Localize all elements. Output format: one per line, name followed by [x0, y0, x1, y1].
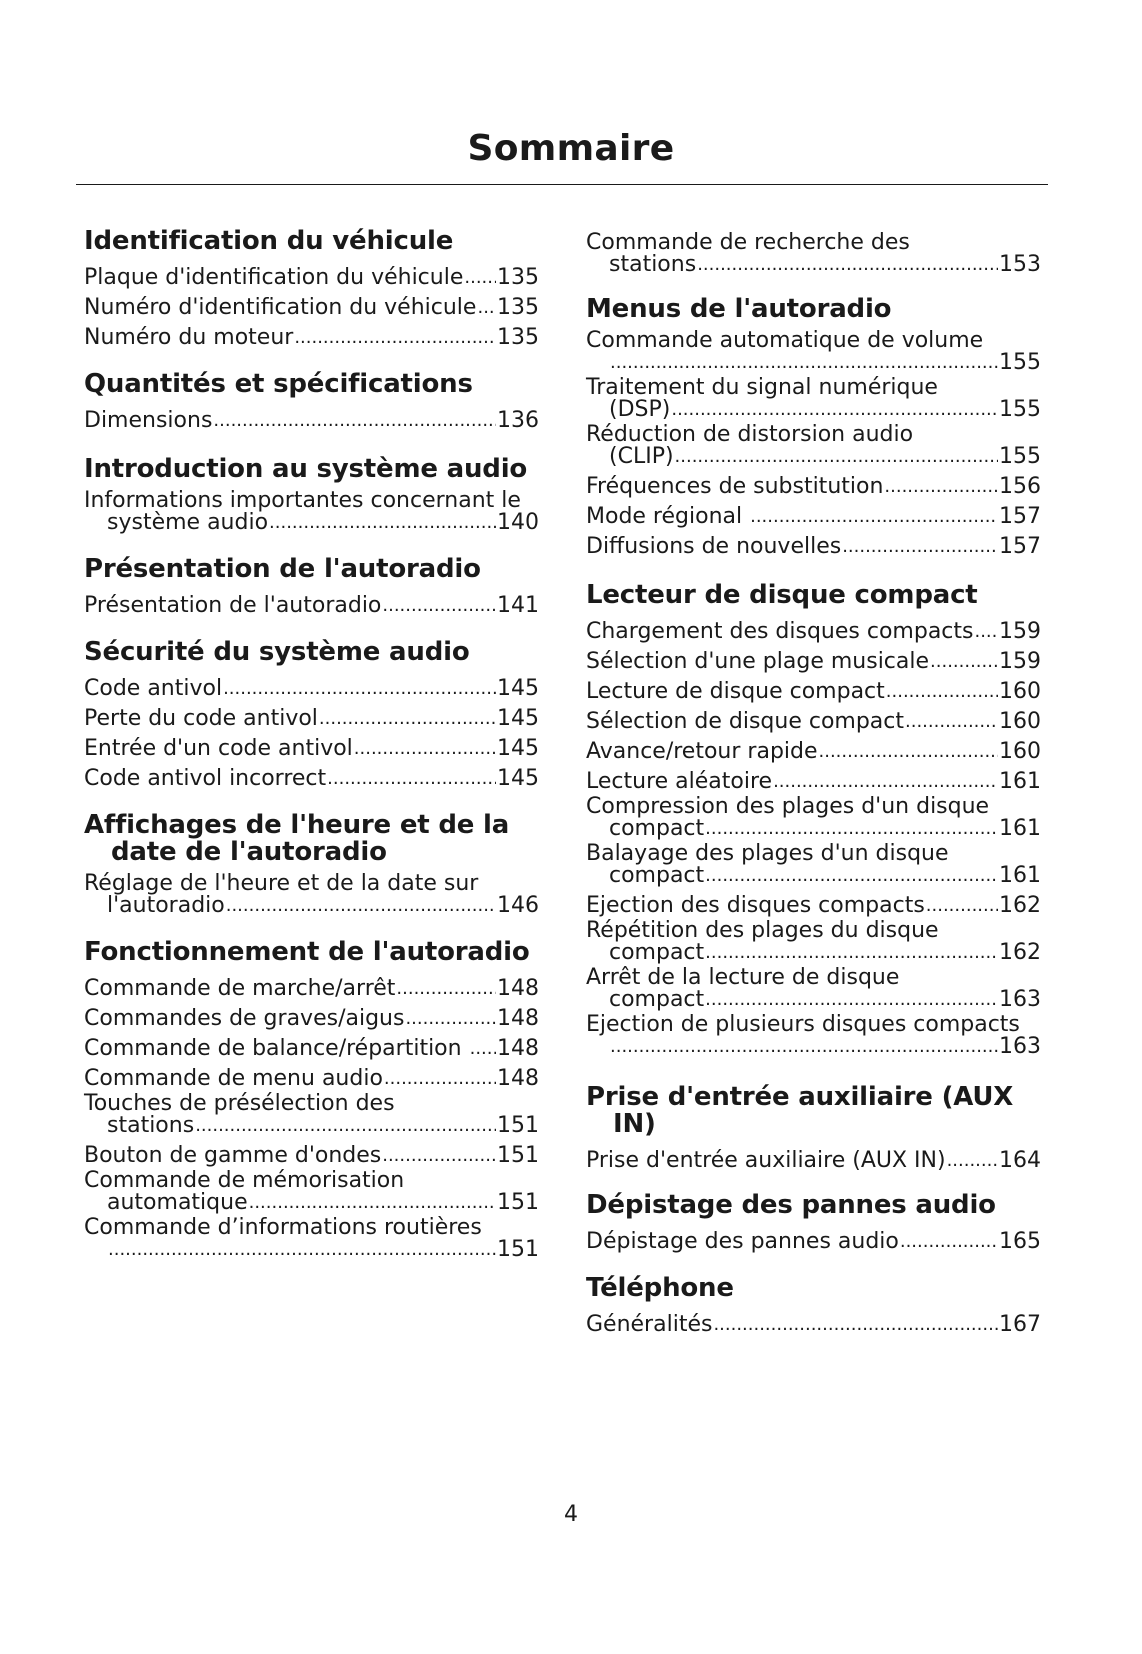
dot-leader	[884, 476, 998, 498]
toc-page-number: 145	[497, 706, 539, 731]
title-divider	[76, 184, 1048, 185]
toc-page-number: 136	[497, 408, 539, 433]
toc-section	[84, 556, 539, 617]
dot-leader	[382, 1145, 496, 1167]
section-heading: Lecteur de disque compact	[586, 580, 978, 610]
dot-leader	[249, 1192, 496, 1214]
toc-page-number: 164	[999, 1148, 1041, 1173]
toc-page-number: 163	[999, 1034, 1041, 1059]
toc-entry-continuation	[586, 352, 1041, 374]
toc-entry-title: Code antivol incorrect	[84, 766, 327, 791]
toc-entry-continuation	[586, 254, 1041, 276]
toc-entry-title: Avance/retour rapide	[586, 739, 818, 764]
section-heading: Introduction au système audio	[84, 454, 528, 484]
toc-entry-title: Dimensions	[84, 408, 213, 433]
toc-entry[interactable]	[84, 1000, 539, 1030]
dot-leader	[195, 1115, 496, 1137]
toc-entry-title: Balayage des plages d'un disque	[586, 841, 949, 866]
toc-entry-title: Perte du code antivol	[84, 706, 318, 731]
toc-page-number: 159	[999, 649, 1041, 674]
dot-leader	[926, 895, 998, 917]
toc-page-number: 153	[999, 252, 1041, 277]
toc-entry[interactable]	[84, 402, 539, 432]
toc-entry-continuation	[586, 989, 1041, 1011]
toc-entry[interactable]	[84, 587, 539, 617]
dot-leader	[900, 1231, 998, 1253]
toc-entry-title: Plaque d'identification du véhicule	[84, 265, 464, 290]
toc-entry[interactable]	[586, 421, 1041, 468]
dot-leader	[223, 678, 496, 700]
toc-page-number: 135	[497, 325, 539, 350]
toc-entry-continuation	[84, 1239, 539, 1261]
toc-entry-title: Commandes de graves/aigus	[84, 1006, 405, 1031]
toc-page-number: 167	[999, 1312, 1041, 1337]
toc-entry-title: Dépistage des pannes audio	[586, 1229, 899, 1254]
toc-entry-title: Traitement du signal numérique	[586, 375, 938, 400]
dot-leader	[842, 536, 998, 558]
toc-entry[interactable]	[586, 1306, 1041, 1336]
toc-entry[interactable]	[84, 319, 539, 349]
toc-entry[interactable]	[84, 1060, 539, 1090]
toc-entry[interactable]	[586, 917, 1041, 964]
dot-leader	[405, 1008, 496, 1030]
toc-entry[interactable]	[84, 1214, 539, 1261]
dot-leader	[697, 254, 998, 276]
toc-page-number: 151	[497, 1237, 539, 1262]
toc-entry-title: Arrêt de la lecture de disque	[586, 965, 900, 990]
toc-entry-continuation	[586, 942, 1041, 964]
toc-entry-title: Fréquences de substitution	[586, 474, 884, 499]
toc-section	[84, 812, 539, 917]
toc-entry-title: Répétition des plages du disque	[586, 918, 939, 943]
dot-leader	[675, 446, 998, 468]
toc-entry-title: Commande d’informations routières	[84, 1215, 482, 1240]
toc-entry[interactable]	[84, 1167, 539, 1214]
toc-entry-title-cont: (DSP)	[609, 397, 671, 422]
toc-entry-title: Chargement des disques compacts	[586, 619, 974, 644]
toc-entry-title: Prise d'entrée auxiliaire (AUX IN)	[586, 1148, 946, 1173]
toc-page-number: 157	[999, 534, 1041, 559]
toc-entry-continuation	[586, 865, 1041, 887]
toc-entry[interactable]	[84, 870, 539, 917]
section-heading: Affichages de l'heure et de la date de l'autoradio	[84, 810, 510, 867]
toc-entry-title: Généralités	[586, 1312, 713, 1337]
dot-leader	[705, 818, 998, 840]
toc-entry[interactable]	[586, 793, 1041, 840]
toc-entry[interactable]	[586, 733, 1041, 763]
toc-entry-title: Ejection de plusieurs disques compacts	[586, 1012, 1020, 1037]
toc-entry[interactable]	[586, 374, 1041, 421]
toc-entry[interactable]	[586, 1011, 1041, 1058]
dot-leader	[947, 1150, 998, 1172]
dot-leader	[327, 768, 496, 790]
toc-page-number: 151	[497, 1143, 539, 1168]
toc-entry-title: Réduction de distorsion audio	[586, 422, 914, 447]
toc-entry-title: Commande de balance/répartition	[84, 1036, 469, 1061]
toc-page-number: 140	[497, 510, 539, 535]
page-number: 4	[564, 1502, 578, 1527]
dot-leader	[886, 681, 998, 703]
toc-entry-title: Commande de menu audio	[84, 1066, 383, 1091]
toc-page-number: 160	[999, 679, 1041, 704]
dot-leader	[610, 352, 998, 374]
dot-leader	[930, 651, 998, 673]
toc-entry-title: Lecture aléatoire	[586, 769, 773, 794]
toc-entry-title: Présentation de l'autoradio	[84, 593, 382, 618]
toc-entry[interactable]	[84, 1137, 539, 1167]
toc-entry-title: Informations importantes concernant le	[84, 488, 521, 513]
toc-entry[interactable]	[586, 468, 1041, 498]
toc-entry[interactable]	[586, 528, 1041, 558]
dot-leader	[671, 399, 998, 421]
toc-page-number: 163	[999, 987, 1041, 1012]
toc-entry[interactable]	[84, 670, 539, 700]
toc-entry-title: Entrée d'un code antivol	[84, 736, 353, 761]
toc-entry-continuation	[84, 512, 539, 534]
toc-entry[interactable]	[586, 887, 1041, 917]
toc-entry[interactable]	[586, 1223, 1041, 1253]
toc-entry-title: Numéro du moteur	[84, 325, 294, 350]
toc-section	[586, 229, 1041, 276]
toc-entry-title: Sélection d'une plage musicale	[586, 649, 930, 674]
toc-page-number: 161	[999, 863, 1041, 888]
section-heading: Présentation de l'autoradio	[84, 554, 481, 584]
toc-entry-continuation	[586, 1036, 1041, 1058]
section-heading: Sécurité du système audio	[84, 637, 470, 667]
toc-entry-title: Lecture de disque compact	[586, 679, 885, 704]
toc-page-number: 145	[497, 766, 539, 791]
toc-page-number: 135	[497, 265, 539, 290]
toc-section	[84, 371, 539, 432]
toc-entry[interactable]	[586, 703, 1041, 733]
toc-entry-title-cont: compact	[609, 940, 705, 965]
toc-entry-title: Code antivol	[84, 676, 223, 701]
toc-entry-title-cont: compact	[609, 816, 705, 841]
dot-leader	[384, 1068, 496, 1090]
toc-entry-title: Sélection de disque compact	[586, 709, 905, 734]
dot-leader	[705, 942, 998, 964]
toc-entry[interactable]	[586, 840, 1041, 887]
toc-entry-title: Commande de recherche des	[586, 230, 910, 255]
toc-page-number: 162	[999, 893, 1041, 918]
toc-page-number: 141	[497, 593, 539, 618]
toc-entry-continuation	[84, 895, 539, 917]
toc-page-number: 155	[999, 350, 1041, 375]
toc-page-number: 160	[999, 739, 1041, 764]
toc-section	[84, 939, 539, 1261]
toc-entry-continuation	[586, 399, 1041, 421]
toc-section	[586, 1084, 1041, 1172]
section-heading: Quantités et spécifications	[84, 369, 473, 399]
dot-leader	[319, 708, 496, 730]
toc-left-column	[84, 228, 539, 1261]
toc-page-number: 156	[999, 474, 1041, 499]
toc-page-number: 146	[497, 893, 539, 918]
toc-section	[586, 296, 1041, 558]
toc-entry-title-cont: système audio	[107, 510, 269, 535]
toc-entry[interactable]	[586, 643, 1041, 673]
toc-entry-title: Commande de mémorisation	[84, 1168, 405, 1193]
toc-entry-title: Mode régional	[586, 504, 750, 529]
section-heading: Identification du véhicule	[84, 226, 454, 256]
page-title: Sommaire	[467, 128, 675, 169]
toc-page-number: 135	[497, 295, 539, 320]
toc-entry[interactable]	[586, 964, 1041, 1011]
toc-section	[586, 1192, 1041, 1253]
dot-leader	[610, 1036, 998, 1058]
dot-leader	[773, 771, 998, 793]
toc-entry-title: Touches de présélection des	[84, 1091, 395, 1116]
toc-page-number: 155	[999, 397, 1041, 422]
toc-page-number: 145	[497, 736, 539, 761]
toc-page-number: 162	[999, 940, 1041, 965]
toc-entry[interactable]	[84, 700, 539, 730]
section-heading: Prise d'entrée auxiliaire (AUX IN)	[586, 1082, 1014, 1139]
toc-page-number: 161	[999, 816, 1041, 841]
toc-section	[84, 228, 539, 349]
toc-entry-title-cont: l'autoradio	[107, 893, 225, 918]
toc-page-number: 148	[497, 1006, 539, 1031]
dot-leader	[464, 267, 496, 289]
toc-entry[interactable]	[84, 487, 539, 534]
toc-section	[586, 1275, 1041, 1336]
toc-entry[interactable]	[586, 498, 1041, 528]
dot-leader	[705, 865, 998, 887]
dot-leader	[713, 1314, 998, 1336]
toc-entry[interactable]	[586, 763, 1041, 793]
toc-entry[interactable]	[586, 229, 1041, 276]
toc-entry-continuation	[84, 1115, 539, 1137]
dot-leader	[226, 895, 496, 917]
toc-entry-title: Compression des plages d'un disque	[586, 794, 990, 819]
toc-entry-title: Commande automatique de volume	[586, 328, 984, 353]
toc-page-number: 148	[497, 976, 539, 1001]
toc-entry-title: Numéro d'identification du véhicule	[84, 295, 477, 320]
toc-section	[586, 582, 1041, 1058]
toc-entry[interactable]	[84, 1090, 539, 1137]
dot-leader	[382, 595, 496, 617]
toc-entry[interactable]	[586, 613, 1041, 643]
toc-entry-title-cont: (CLIP)	[609, 444, 674, 469]
toc-entry[interactable]	[586, 327, 1041, 374]
toc-section	[84, 456, 539, 534]
dot-leader	[470, 1038, 496, 1060]
toc-entry-title-cont: automatique	[107, 1190, 248, 1215]
toc-page-number: 159	[999, 619, 1041, 644]
section-heading: Fonctionnement de l'autoradio	[84, 937, 530, 967]
toc-page-number: 148	[497, 1036, 539, 1061]
dot-leader	[294, 327, 496, 349]
toc-page-number: 155	[999, 444, 1041, 469]
dot-leader	[396, 978, 496, 1000]
toc-page-number: 161	[999, 769, 1041, 794]
toc-page-number: 165	[999, 1229, 1041, 1254]
toc-entry-title: Commande de marche/arrêt	[84, 976, 396, 1001]
dot-leader	[354, 738, 496, 760]
dot-leader	[213, 410, 496, 432]
toc-entry-title: Ejection des disques compacts	[586, 893, 925, 918]
toc-page-number: 157	[999, 504, 1041, 529]
toc-page-number: 160	[999, 709, 1041, 734]
toc-entry[interactable]	[586, 1142, 1041, 1172]
toc-entry[interactable]	[84, 730, 539, 760]
toc-entry[interactable]	[84, 1030, 539, 1060]
toc-entry[interactable]	[84, 970, 539, 1000]
toc-entry-title-cont: stations	[609, 252, 697, 277]
dot-leader	[974, 621, 998, 643]
section-heading: Dépistage des pannes audio	[586, 1190, 996, 1220]
toc-right-column	[586, 229, 1041, 1336]
dot-leader	[108, 1239, 496, 1261]
dot-leader	[477, 297, 496, 319]
toc-entry-title-cont: stations	[107, 1113, 195, 1138]
dot-leader	[819, 741, 998, 763]
toc-entry-continuation	[586, 446, 1041, 468]
toc-page-number: 145	[497, 676, 539, 701]
dot-leader	[905, 711, 998, 733]
section-heading: Téléphone	[586, 1273, 734, 1303]
toc-entry[interactable]	[84, 259, 539, 289]
toc-entry-title-cont: compact	[609, 987, 705, 1012]
toc-page-number: 151	[497, 1113, 539, 1138]
toc-entry[interactable]	[84, 289, 539, 319]
toc-entry-title: Bouton de gamme d'ondes	[84, 1143, 382, 1168]
toc-section	[84, 639, 539, 790]
toc-entry-title: Diffusions de nouvelles	[586, 534, 842, 559]
toc-entry[interactable]	[84, 760, 539, 790]
toc-entry[interactable]	[586, 673, 1041, 703]
toc-page-number: 148	[497, 1066, 539, 1091]
toc-entry-continuation	[84, 1192, 539, 1214]
toc-entry-continuation	[586, 818, 1041, 840]
toc-entry-title: Réglage de l'heure et de la date sur	[84, 871, 479, 896]
dot-leader	[269, 512, 496, 534]
toc-entry-title-cont: compact	[609, 863, 705, 888]
section-heading: Menus de l'autoradio	[586, 294, 892, 324]
toc-page-number: 151	[497, 1190, 539, 1215]
dot-leader	[750, 506, 998, 528]
dot-leader	[705, 989, 998, 1011]
